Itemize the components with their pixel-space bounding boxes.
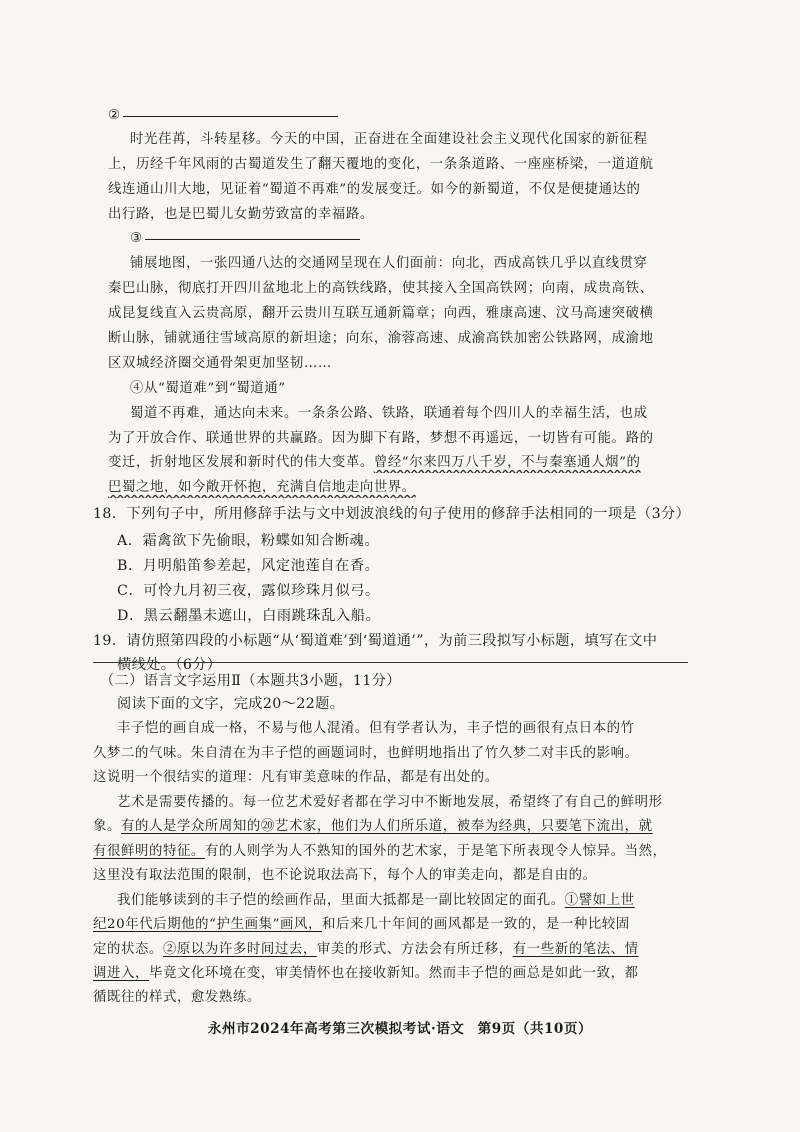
page-number: 第9页（共10页） [477, 1021, 593, 1037]
section-divider [93, 662, 688, 663]
underlined-sentence-2: 有一些新的笔法、情 [512, 942, 639, 957]
option-b: B．月明船笛参差起，风定池莲自在香。 [117, 558, 380, 574]
passage-line: 这里没有取法范围的限制，也不论说取法高下，每个人的审美走向，都是自由的。 [93, 868, 597, 883]
option-c: C．可怜九月初三夜，露似珍珠月似弓。 [117, 583, 380, 599]
question-18: 18．下列句子中，所用修辞手法与文中划波浪线的句子使用的修辞手法相同的一项是（3分） [93, 506, 691, 522]
question-19-cont: 横线处。（6分） [117, 657, 222, 673]
question-19: 19．请仿照第四段的小标题“从‘蜀道难’到‘蜀道通’”，为前三段拟写小标题，填写在文中 [93, 633, 658, 649]
passage-line: 断山脉，铺就通往雪域高原的新坦途；向东，渝蓉高速、成渝高铁加密公铁路网，成渝地 [108, 331, 654, 346]
page-footer [0, 1017, 800, 1037]
passage-line: 秦巴山脉，彻底打开四川盆地北上的高铁线路，使其接入全国高铁网；向南，成贵高铁、 [108, 281, 654, 296]
underlined-sentence-1: ①譬如上世 [564, 893, 635, 908]
passage-line: 铺展地图，一张四通八达的交通网呈现在人们面前：向北，西成高铁几乎以直线贯穿 [130, 256, 648, 271]
passage-line: 这说明一个很结实的道理：凡有审美意味的作品，都是有出处的。 [93, 770, 499, 785]
passage-line: 有很鲜明的特征。有的人则学为人不熟知的国外的艺术家，于是笔下所表现令人惊异。当然， [93, 844, 667, 859]
passage-line: 纪20年代后期他的“护生画集”画风，和后来几十年间的画风都是一致的，是一种比较固 [93, 917, 630, 932]
passage-line: 为了开放合作、联通世界的共赢路。因为脚下有路，梦想不再遥远，一切皆有可能。路的 [108, 431, 654, 446]
section-4-heading: ④从“蜀道难”到“蜀道通” [130, 381, 286, 396]
passage-line: 上，历经千年风雨的古蜀道发生了翻天覆地的变化，一条条道路、一座座桥梁，一道道航 [108, 157, 654, 172]
passage-line: 定的状态。②原以为许多时间过去，审美的形式、方法会有所迁移，有一些新的笔法、情 [93, 942, 639, 957]
answer-blank-3[interactable] [145, 238, 360, 240]
marker-2: ② [108, 108, 121, 123]
section-2-title: （二）语言文字运用Ⅱ（本题共3小题，11分） [100, 673, 401, 689]
passage-line: 线连通山川大地，见证着“蜀道不再难”的发展变迁。如今的新蜀道，不仅是便捷通达的 [108, 182, 641, 197]
underlined-sentence-2: 调进入， [93, 966, 149, 981]
underlined-sentence: 有很鲜明的特征。 [93, 844, 205, 859]
subtitle-blank-2 [108, 106, 688, 126]
underlined-sentence-1: 纪20年代后期他的“护生画集”画风， [93, 917, 322, 932]
passage-line [108, 478, 688, 498]
wavy-underlined-sentence: 巴蜀之地，如今敞开怀抱，充满自信地走向世界。 [108, 480, 416, 495]
option-a: A．霜禽欲下先偷眼，粉蝶如知合断魂。 [117, 533, 380, 549]
wavy-underlined-sentence: 曾经“尔来四万八千岁，不与秦塞通人烟”的 [373, 455, 641, 470]
passage-line: 艺术是需要传播的。每一位艺术爱好者都在学习中不断地发展，希望终了有自己的鲜明形 [117, 795, 663, 810]
passage-line: 调进入，毕竟文化环境在变，审美情怀也在接收新知。然而丰子恺的画总是如此一致，都 [93, 966, 639, 981]
passage-line: 久梦二的气味。朱自清在为丰子恺的画题词时，也鲜明地指出了竹久梦二对丰氏的影响。 [93, 746, 639, 761]
passage-line: 蜀道不再难，通达向未来。一条条公路、铁路，联通着每个四川人的幸福生活，也成 [130, 406, 648, 421]
passage-line: 循既往的样式，愈发熟练。 [93, 990, 261, 1005]
passage-line: 时光荏苒，斗转星移。今天的中国，正奋进在全面建设社会主义现代化国家的新征程 [130, 132, 648, 147]
marker-3: ③ [130, 231, 143, 246]
reading-instruction: 阅读下面的文字，完成20～22题。 [117, 696, 345, 712]
passage-line: 变迁，折射地区发展和新时代的伟大变革。曾经“尔来四万八千岁，不与秦塞通人烟”的 [108, 455, 641, 470]
subtitle-blank-3 [130, 229, 688, 249]
underlined-sentence: 有的人是学众所周知的⑳艺术家，他们为人们所乐道，被奉为经典，只要笔下流出，就 [120, 819, 653, 834]
passage-line: 我们能够读到的丰子恺的绘画作品，里面大抵都是一副比较固定的面孔。①譬如上世 [117, 893, 635, 908]
passage-line: 丰子恺的画自成一格，不易与他人混淆。但有学者认为，丰子恺的画很有点日本的竹 [117, 721, 635, 736]
underlined-sentence-2: ②原以为许多时间过去， [162, 942, 317, 957]
passage-line: 象。有的人是学众所周知的⑳艺术家，他们为人们所乐道，被奉为经典，只要笔下流出，就 [93, 819, 653, 834]
passage-line: 区双城经济圈交通骨架更加坚韧…… [108, 356, 332, 371]
passage-line: 出行路，也是巴蜀儿女勤劳致富的幸福路。 [108, 207, 374, 222]
answer-blank-2[interactable] [123, 115, 338, 117]
option-d: D．黑云翻墨未遮山，白雨跳珠乱入船。 [117, 608, 381, 624]
passage-line: 成昆复线直入云贵高原，翻开云贵川互联互通新篇章；向西，雅康高速、汶马高速突破横 [108, 306, 654, 321]
exam-name: 永州市2024年高考第三次模拟考试·语文 [207, 1021, 465, 1037]
